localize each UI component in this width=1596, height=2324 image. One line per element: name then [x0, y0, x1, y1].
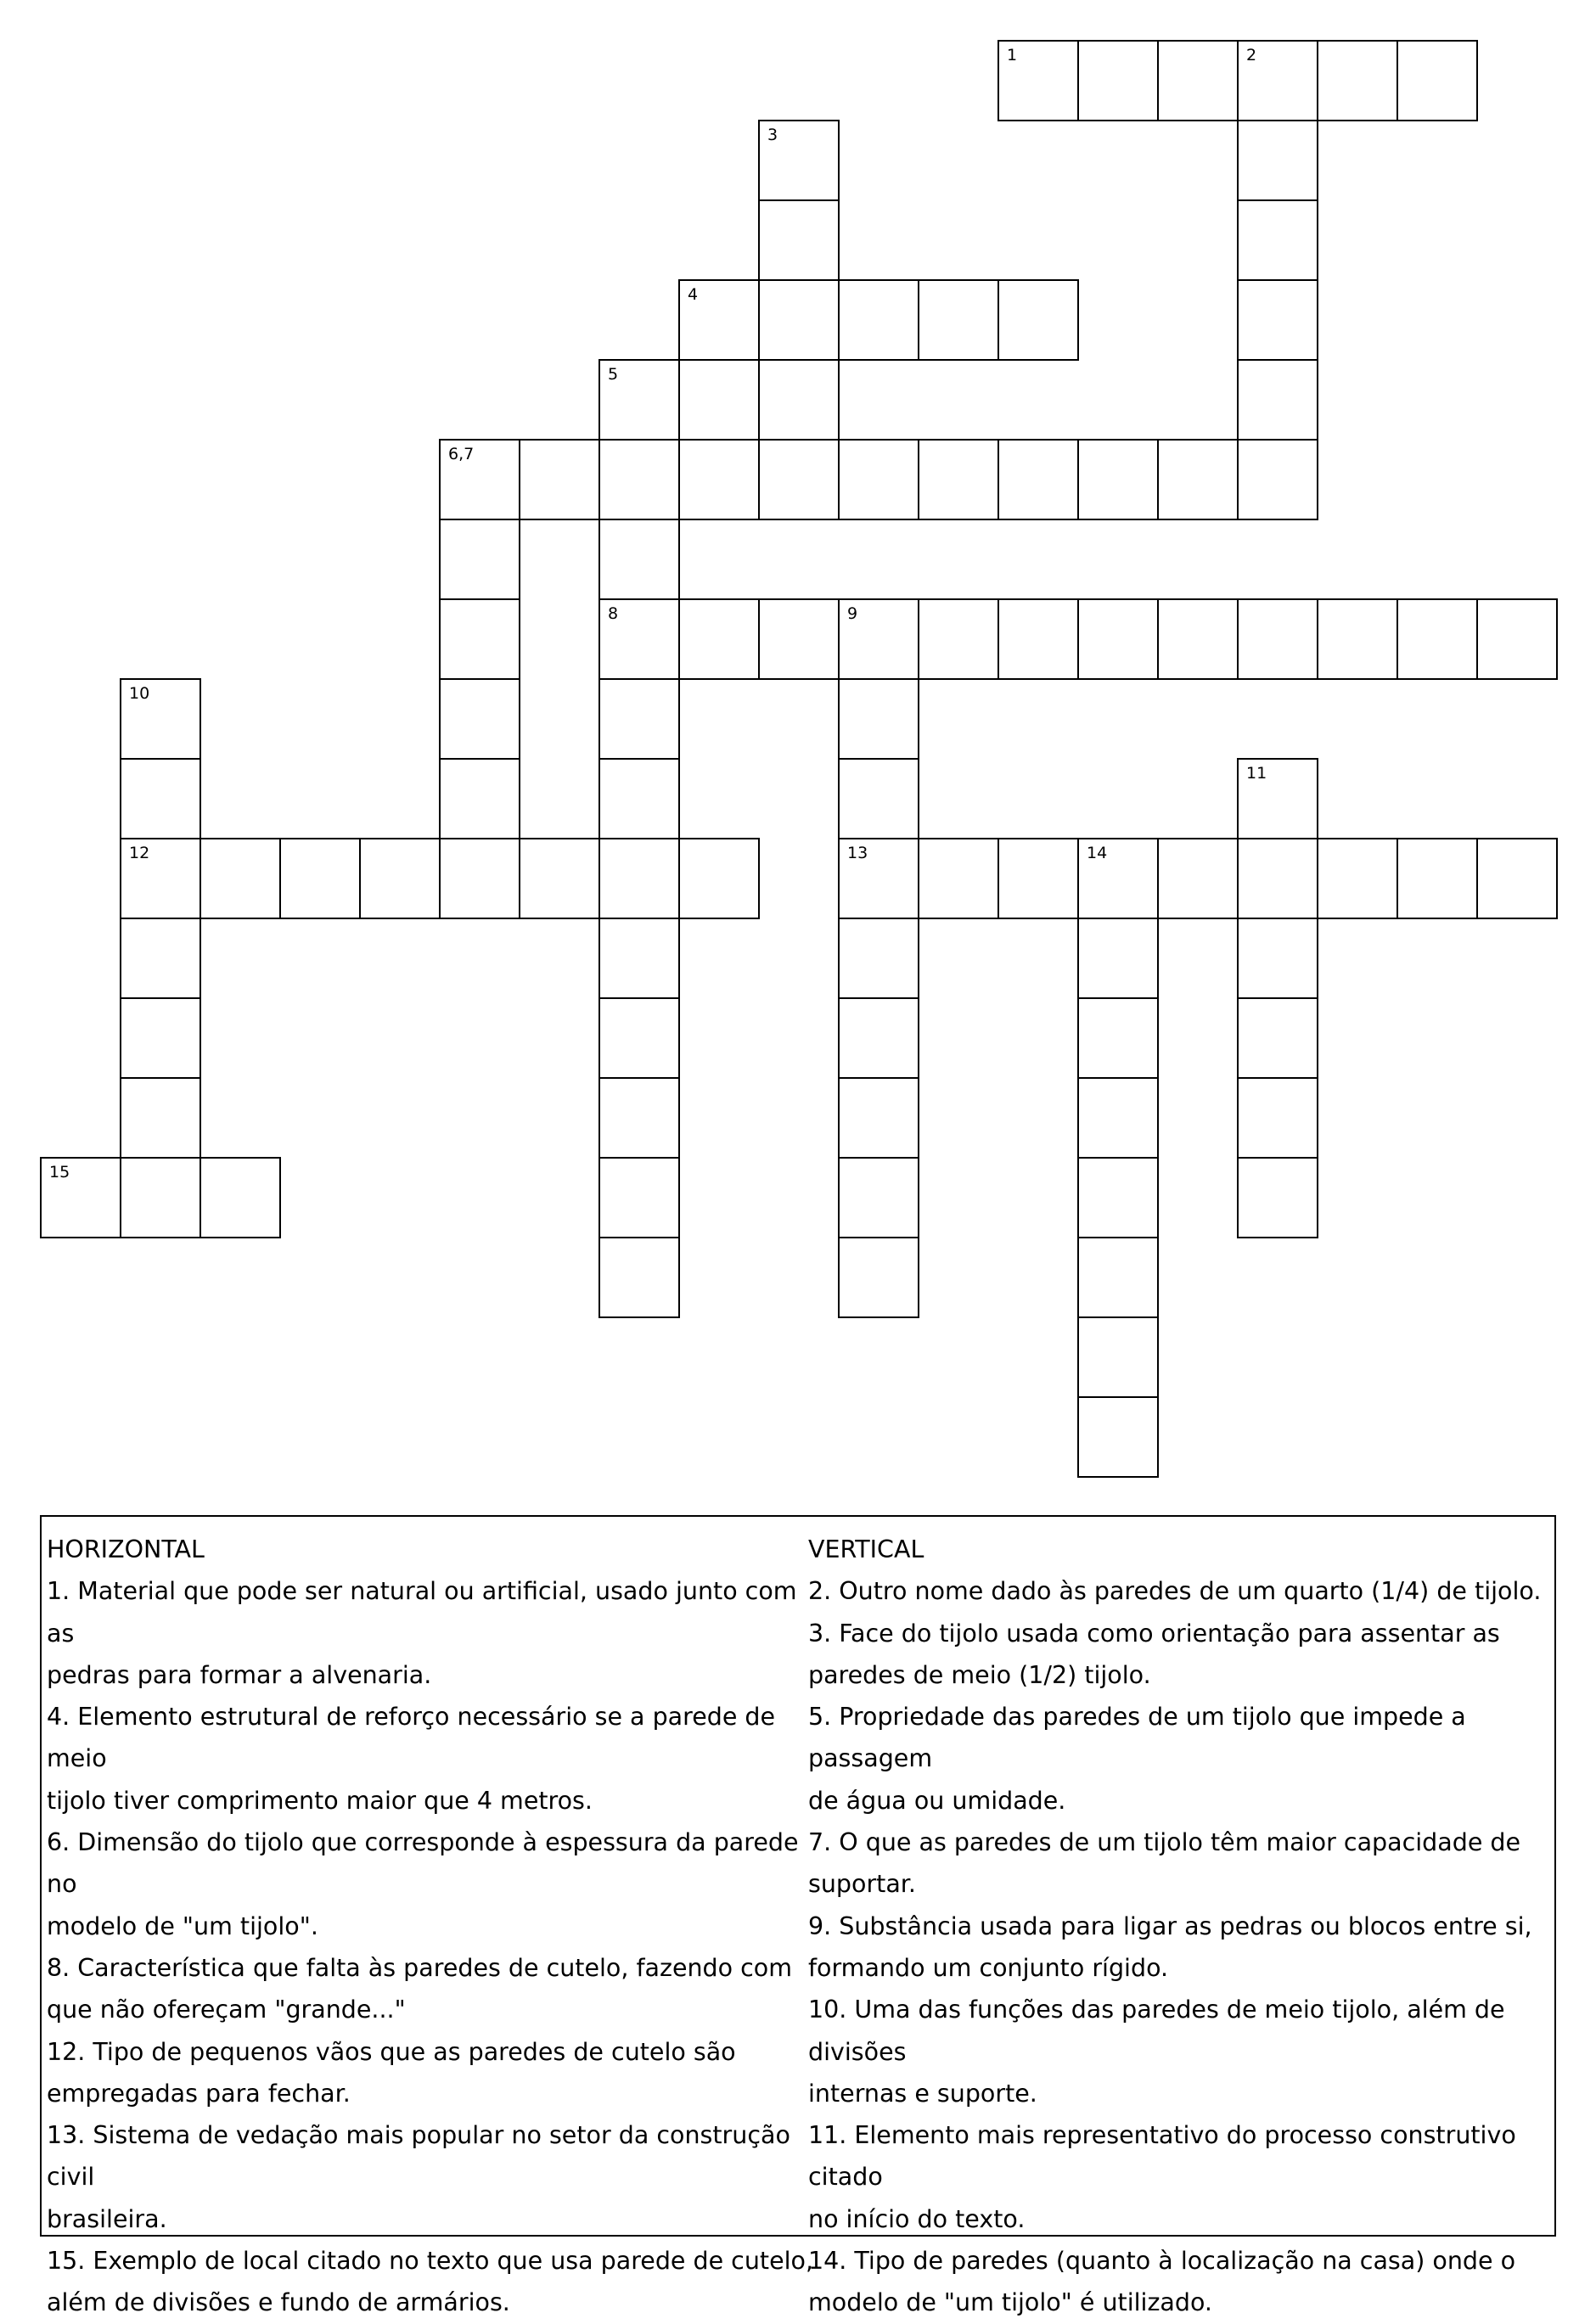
crossword-cell[interactable]	[598, 1077, 680, 1159]
crossword-cell[interactable]	[1237, 918, 1318, 999]
clue-line: 9. Substância usada para ligar as pedras ou blocos entre si,	[808, 1911, 1532, 1940]
clue-line: formando um conjunto rígido.	[808, 1953, 1169, 1982]
crossword-cell[interactable]	[678, 279, 760, 361]
crossword-cell[interactable]	[838, 1237, 919, 1318]
crossword-cell[interactable]	[918, 838, 999, 919]
crossword-cell[interactable]	[918, 439, 999, 520]
clue-line: 14. Tipo de paredes (quanto à localização na casa) onde o	[808, 2247, 1516, 2276]
crossword-cell[interactable]	[120, 1077, 201, 1159]
clue-line: 15. Exemplo de local citado no texto que usa parede de cutelo,	[47, 2247, 814, 2276]
crossword-cell[interactable]	[678, 598, 760, 680]
crossword-cell[interactable]	[1237, 598, 1318, 680]
clue-line: 12. Tipo de pequenos vãos que as paredes de cutelo são	[47, 2037, 736, 2066]
crossword-cell[interactable]	[598, 439, 680, 520]
vertical-clues	[808, 1529, 1555, 2324]
crossword-cell[interactable]	[439, 758, 520, 839]
clues-box	[40, 1515, 1556, 2317]
clue-line: 4. Elemento estrutural de reforço necessário se a parede de meio	[47, 1703, 776, 1773]
crossword-cell[interactable]	[1157, 598, 1239, 680]
crossword-cell[interactable]	[1077, 1157, 1159, 1238]
crossword-cell[interactable]	[598, 997, 680, 1079]
crossword-cell[interactable]	[359, 838, 441, 919]
crossword-cell[interactable]	[997, 838, 1079, 919]
clue-line: 6. Dimensão do tijolo que corresponde à espessura da parede no	[47, 1828, 799, 1899]
crossword-cell[interactable]	[678, 439, 760, 520]
crossword-cell[interactable]	[838, 758, 919, 839]
clue-number: 1	[1007, 46, 1018, 65]
crossword-cell[interactable]	[1237, 199, 1318, 281]
crossword-cell[interactable]	[439, 838, 520, 919]
crossword-cell[interactable]	[1237, 439, 1318, 520]
crossword-cell[interactable]	[758, 598, 840, 680]
clue-number: 13	[847, 844, 868, 862]
crossword-cell[interactable]	[598, 359, 680, 441]
crossword-cell[interactable]	[200, 838, 281, 919]
clue-number: 9	[847, 604, 858, 623]
crossword-cell[interactable]	[1396, 838, 1478, 919]
crossword-cell[interactable]	[1077, 997, 1159, 1079]
clue-line: 11. Elemento mais representativo do processo construtivo citado	[808, 2121, 1516, 2192]
crossword-cell[interactable]	[1317, 838, 1398, 919]
crossword-cell[interactable]	[1237, 120, 1318, 201]
clue-number: 2	[1246, 46, 1257, 65]
crossword-cell[interactable]	[1237, 997, 1318, 1079]
crossword-cell[interactable]	[120, 997, 201, 1079]
crossword-cell[interactable]	[439, 519, 520, 600]
crossword-cell[interactable]	[1237, 1157, 1318, 1238]
crossword-cell[interactable]	[918, 598, 999, 680]
crossword-cell[interactable]	[758, 359, 840, 441]
crossword-cell[interactable]	[1476, 838, 1558, 919]
clue-line: suportar.	[808, 1870, 916, 1899]
crossword-cell[interactable]	[519, 439, 600, 520]
horizontal-clues	[47, 1529, 815, 2324]
crossword-cell[interactable]	[758, 439, 840, 520]
clue-line: 8. Característica que falta às paredes de cutelo, fazendo com	[47, 1953, 793, 1982]
clue-line: pedras para formar a alvenaria.	[47, 1660, 432, 1689]
crossword-cell[interactable]	[1157, 439, 1239, 520]
crossword-cell[interactable]	[439, 598, 520, 680]
crossword-cell[interactable]	[1077, 918, 1159, 999]
crossword-cell[interactable]	[598, 1237, 680, 1318]
crossword-cell[interactable]	[1077, 838, 1159, 919]
clue-line: modelo de "um tijolo" é utilizado.	[808, 2288, 1212, 2317]
clue-line: tijolo tiver comprimento maior que 4 metros.	[47, 1786, 593, 1815]
clue-line: internas e suporte.	[808, 2079, 1037, 2108]
crossword-cell[interactable]	[1077, 1396, 1159, 1478]
crossword-cell[interactable]	[838, 997, 919, 1079]
crossword-cell[interactable]	[120, 918, 201, 999]
crossword-cell[interactable]	[279, 838, 361, 919]
crossword-cell[interactable]	[120, 678, 201, 760]
crossword-cell[interactable]	[1317, 598, 1398, 680]
crossword-cell[interactable]	[1237, 40, 1318, 121]
crossword-cell[interactable]	[598, 918, 680, 999]
horizontal-heading: HORIZONTAL	[47, 1535, 205, 1563]
crossword-cell[interactable]	[40, 1157, 121, 1238]
crossword-cell[interactable]	[439, 678, 520, 760]
crossword-cell[interactable]	[1077, 439, 1159, 520]
crossword-cell[interactable]	[200, 1157, 281, 1238]
clue-line: 10. Uma das funções das paredes de meio tijolo, além de divisões	[808, 1996, 1505, 2066]
crossword-cell[interactable]	[1077, 1077, 1159, 1159]
crossword-cell[interactable]	[1396, 40, 1478, 121]
crossword-cell[interactable]	[1237, 359, 1318, 441]
crossword-cell[interactable]	[997, 279, 1079, 361]
clue-line: empregadas para fechar.	[47, 2079, 351, 2108]
crossword-cell[interactable]	[1317, 40, 1398, 121]
crossword-cell[interactable]	[838, 1157, 919, 1238]
clue-number: 15	[49, 1163, 70, 1182]
crossword-cell[interactable]	[997, 439, 1079, 520]
clue-number: 12	[129, 844, 150, 862]
crossword-cell[interactable]	[1077, 598, 1159, 680]
clue-number: 5	[608, 365, 619, 384]
crossword-cell[interactable]	[838, 279, 919, 361]
crossword-cell[interactable]	[678, 359, 760, 441]
crossword-cell[interactable]	[918, 279, 999, 361]
clue-line: 1. Material que pode ser natural ou artificial, usado junto com as	[47, 1577, 797, 1648]
crossword-cell[interactable]	[598, 758, 680, 839]
clue-number: 11	[1246, 764, 1267, 783]
clue-line: de água ou umidade.	[808, 1786, 1066, 1815]
crossword-cell[interactable]	[1157, 838, 1239, 919]
crossword-cell[interactable]	[120, 1157, 201, 1238]
clue-number: 3	[767, 126, 778, 144]
clue-line: 2. Outro nome dado às paredes de um quarto (1/4) de tijolo.	[808, 1577, 1542, 1606]
vertical-heading: VERTICAL	[808, 1535, 924, 1563]
crossword-cell[interactable]	[838, 1077, 919, 1159]
crossword-cell[interactable]	[120, 758, 201, 839]
crossword-cell[interactable]	[758, 120, 840, 201]
crossword-cell[interactable]	[439, 439, 520, 520]
clue-line: paredes de meio (1/2) tijolo.	[808, 1660, 1151, 1689]
clue-line: modelo de "um tijolo".	[47, 1911, 318, 1940]
crossword-cell[interactable]	[838, 678, 919, 760]
crossword-cell[interactable]	[1077, 1316, 1159, 1398]
crossword-cell[interactable]	[1157, 40, 1239, 121]
clue-number: 14	[1087, 844, 1108, 862]
crossword-cell[interactable]	[598, 838, 680, 919]
clue-line: brasileira.	[47, 2204, 167, 2233]
clue-number: 6,7	[448, 445, 475, 463]
crossword-cell[interactable]	[838, 838, 919, 919]
crossword-cell[interactable]	[1237, 279, 1318, 361]
crossword-cell[interactable]	[1237, 838, 1318, 919]
crossword-cell[interactable]	[1237, 758, 1318, 839]
crossword-cell[interactable]	[758, 199, 840, 281]
crossword-cell[interactable]	[519, 838, 600, 919]
clue-line: 7. O que as paredes de um tijolo têm maior capacidade de	[808, 1828, 1521, 1857]
crossword-cell[interactable]	[1476, 598, 1558, 680]
crossword-cell[interactable]	[997, 598, 1079, 680]
clue-number: 4	[688, 285, 699, 304]
crossword-cell[interactable]	[838, 439, 919, 520]
clue-number: 8	[608, 604, 619, 623]
crossword-cell[interactable]	[120, 838, 201, 919]
crossword-cell[interactable]	[758, 279, 840, 361]
clue-line: 5. Propriedade das paredes de um tijolo que impede a passagem	[808, 1703, 1466, 1773]
clue-line: além de divisões e fundo de armários.	[47, 2288, 510, 2317]
crossword-cell[interactable]	[678, 838, 760, 919]
crossword-cell[interactable]	[1077, 1237, 1159, 1318]
crossword-cell[interactable]	[598, 519, 680, 600]
clue-line: 3. Face do tijolo usada como orientação para assentar as	[808, 1619, 1500, 1648]
crossword-cell[interactable]	[997, 40, 1079, 121]
crossword-cell[interactable]	[1077, 40, 1159, 121]
crossword-cell[interactable]	[598, 1157, 680, 1238]
crossword-cell[interactable]	[1237, 1077, 1318, 1159]
crossword-cell[interactable]	[838, 598, 919, 680]
clue-number: 10	[129, 684, 150, 703]
crossword-cell[interactable]	[598, 678, 680, 760]
crossword-cell[interactable]	[838, 918, 919, 999]
crossword-cell[interactable]	[1396, 598, 1478, 680]
clue-line: no início do texto.	[808, 2204, 1026, 2233]
clue-line: 13. Sistema de vedação mais popular no setor da construção civil	[47, 2121, 790, 2192]
crossword-cell[interactable]	[598, 598, 680, 680]
clue-line: que não ofereçam "grande..."	[47, 1996, 406, 2024]
